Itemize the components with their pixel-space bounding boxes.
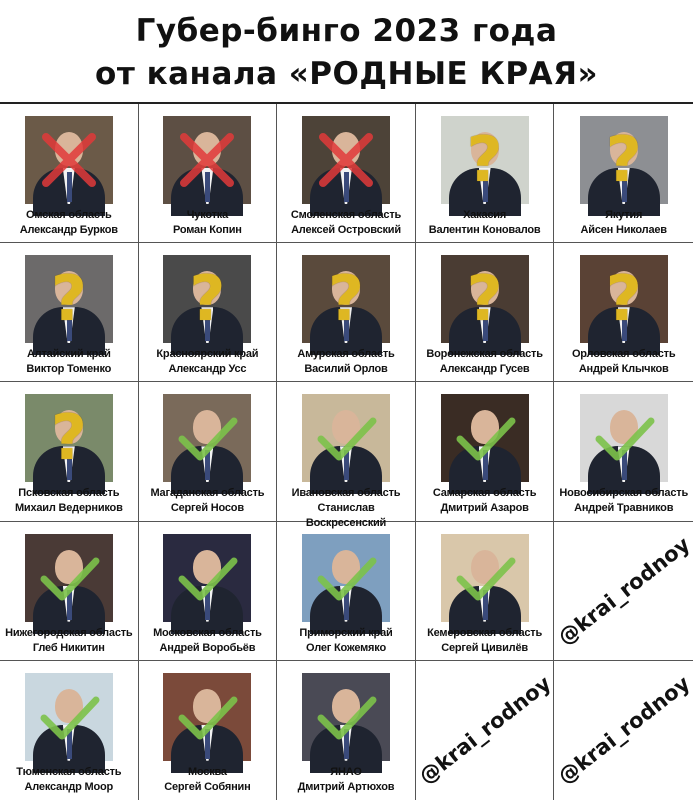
- watermark-cell: [554, 522, 693, 661]
- checkmark-icon: [25, 534, 113, 622]
- region-name: Алтайский край: [26, 348, 111, 361]
- governor-photo: [441, 534, 529, 622]
- governor-label: [554, 347, 693, 377]
- governor-photo: [302, 255, 390, 343]
- governor-name: Дмитрий Артюхов: [297, 780, 395, 793]
- governor-name: Андрей Воробьёв: [159, 641, 256, 654]
- bingo-cell: [277, 522, 416, 661]
- governor-photo: [441, 394, 529, 482]
- region-name: Нижегородская область: [5, 626, 133, 639]
- governor-photo: [25, 394, 113, 482]
- governor-name: Станислав Воскресенский: [305, 502, 387, 530]
- governor-name: Олег Кожемяко: [306, 641, 386, 654]
- governor-label: [0, 765, 138, 795]
- bingo-cell: [0, 522, 139, 661]
- bingo-cell: [416, 522, 555, 661]
- governor-name: Александр Моор: [24, 780, 114, 793]
- region-name: Орловская область: [571, 348, 676, 361]
- governor-name: Виктор Томенко: [26, 363, 112, 376]
- governor-photo: [302, 394, 390, 482]
- title-line-1: Губер-бинго 2023 года: [135, 13, 558, 49]
- governor-photo: [25, 116, 113, 204]
- governor-label: [416, 208, 554, 238]
- bingo-cell: [0, 382, 139, 521]
- region-name: Кемеровская область: [427, 626, 543, 639]
- checkmark-icon: [441, 534, 529, 622]
- watermark-cell: [554, 661, 693, 800]
- watermark-cell: [416, 661, 555, 800]
- region-name: Смоленская область: [290, 209, 402, 221]
- governor-photo: [163, 255, 251, 343]
- page-title: [0, 0, 693, 102]
- question-mark-icon: ?: [328, 262, 364, 336]
- watermark: [554, 522, 693, 660]
- question-mark-icon: ?: [50, 401, 87, 475]
- governor-name: Глеб Никитин: [32, 641, 105, 654]
- governor-photo: [302, 534, 390, 622]
- governor-photo: [163, 534, 251, 622]
- governor-photo: [302, 116, 390, 204]
- bingo-grid: [0, 102, 693, 800]
- checkmark-icon: [163, 394, 251, 482]
- bingo-cell: [0, 243, 139, 382]
- question-mark-icon: ?: [50, 262, 87, 336]
- governor-label: [139, 347, 277, 377]
- governor-name: Дмитрий Азаров: [440, 502, 529, 515]
- checkmark-icon: [163, 534, 251, 622]
- governor-photo: [25, 673, 113, 761]
- governor-label: [277, 347, 415, 377]
- governor-name: Андрей Клычков: [578, 363, 669, 376]
- governor-name: Василий Орлов: [304, 363, 388, 376]
- bingo-cell: [139, 522, 278, 661]
- governor-name: Алексей Островский: [291, 224, 401, 236]
- governor-name: Александр Усс: [168, 363, 247, 376]
- question-mark-icon: ?: [605, 123, 642, 196]
- governor-name: Сергей Собянин: [164, 780, 251, 793]
- governor-label: [416, 347, 554, 377]
- governor-name: Андрей Травников: [574, 502, 674, 515]
- region-name: Московская область: [153, 626, 262, 639]
- region-name: Ивановская область: [291, 487, 401, 500]
- bingo-cell: [416, 243, 555, 382]
- governor-label: [277, 208, 415, 238]
- governor-label: [0, 347, 138, 377]
- region-name: Новосибирская область: [559, 487, 689, 500]
- governor-label: [0, 486, 138, 516]
- governor-photo: [25, 534, 113, 622]
- governor-photo: [25, 255, 113, 343]
- governor-label: [139, 486, 277, 516]
- governor-label: [277, 626, 415, 656]
- question-mark-icon: ?: [605, 262, 642, 336]
- checkmark-icon: [163, 673, 251, 761]
- watermark-text: @krai_rodnoy: [553, 531, 694, 650]
- region-name: Псковская область: [18, 487, 120, 500]
- governor-label: [416, 486, 554, 516]
- region-name: Самарская область: [432, 487, 537, 500]
- region-name: Приморский край: [299, 626, 393, 639]
- bingo-cell: [139, 661, 278, 800]
- bingo-cell: [554, 243, 693, 382]
- checkmark-icon: [25, 673, 113, 761]
- checkmark-icon: [302, 534, 390, 622]
- governor-name: Роман Копин: [173, 224, 242, 236]
- checkmark-icon: [441, 394, 529, 482]
- governor-label: [554, 208, 693, 238]
- bingo-cell: [416, 382, 555, 521]
- governor-label: [554, 486, 693, 516]
- bingo-cell: [0, 661, 139, 800]
- governor-name: Михаил Ведерников: [14, 502, 123, 515]
- governor-name: Валентин Коновалов: [428, 224, 541, 236]
- governor-photo: [580, 394, 668, 482]
- bingo-cell: [139, 243, 278, 382]
- region-name: Воронежская область: [426, 348, 543, 361]
- bingo-cell: [277, 104, 416, 243]
- region-name: Красноярский край: [156, 348, 259, 361]
- cross-icon: [302, 116, 390, 204]
- governor-photo: [163, 673, 251, 761]
- checkmark-icon: [302, 673, 390, 761]
- region-name: Хакасия: [463, 209, 507, 221]
- governor-label: [0, 208, 138, 238]
- watermark-text: @krai_rodnoy: [414, 671, 556, 790]
- governor-label: [139, 208, 277, 238]
- bingo-cell: [277, 243, 416, 382]
- governor-photo: [580, 255, 668, 343]
- region-name: ЯНАО: [330, 765, 362, 778]
- governor-label: [0, 626, 138, 656]
- question-mark-icon: ?: [466, 123, 503, 196]
- question-mark-icon: ?: [189, 262, 226, 336]
- title-line-2: от канала «РОДНЫЕ КРАЯ»: [95, 56, 598, 92]
- watermark-text: @krai_rodnoy: [553, 671, 694, 790]
- bingo-cell: [277, 661, 416, 800]
- cross-icon: [25, 116, 113, 204]
- governor-label: [416, 626, 554, 656]
- question-mark-icon: ?: [466, 262, 503, 336]
- region-name: Якутия: [605, 209, 643, 221]
- governor-label: [139, 765, 277, 795]
- governor-label: [277, 765, 415, 795]
- governor-label: [139, 626, 277, 656]
- region-name: Тюменская область: [16, 765, 122, 778]
- region-name: Москва: [187, 765, 227, 778]
- bingo-cell: [554, 104, 693, 243]
- governor-photo: [163, 116, 251, 204]
- bingo-cell: [416, 104, 555, 243]
- bingo-cell: [139, 104, 278, 243]
- governor-photo: [163, 394, 251, 482]
- region-name: Омская область: [26, 209, 112, 221]
- governor-name: Александр Гусев: [439, 363, 530, 376]
- checkmark-icon: [580, 394, 668, 482]
- region-name: Магаданская область: [150, 487, 265, 500]
- region-name: Чукотка: [186, 209, 229, 221]
- governor-photo: [302, 673, 390, 761]
- region-name: Амурская область: [297, 348, 395, 361]
- bingo-cell: [139, 382, 278, 521]
- watermark: [554, 661, 693, 800]
- governor-name: Сергей Цивилёв: [441, 641, 528, 654]
- governor-photo: [441, 116, 529, 204]
- watermark: [416, 661, 554, 800]
- governor-name: Сергей Носов: [170, 502, 244, 515]
- governor-photo: [580, 116, 668, 204]
- cross-icon: [163, 116, 251, 204]
- governor-name: Александр Бурков: [19, 224, 118, 236]
- bingo-cell: [277, 382, 416, 530]
- checkmark-icon: [302, 394, 390, 482]
- governor-name: Айсен Николаев: [580, 224, 667, 236]
- bingo-cell: [0, 104, 139, 243]
- bingo-cell: [554, 382, 693, 521]
- governor-photo: [441, 255, 529, 343]
